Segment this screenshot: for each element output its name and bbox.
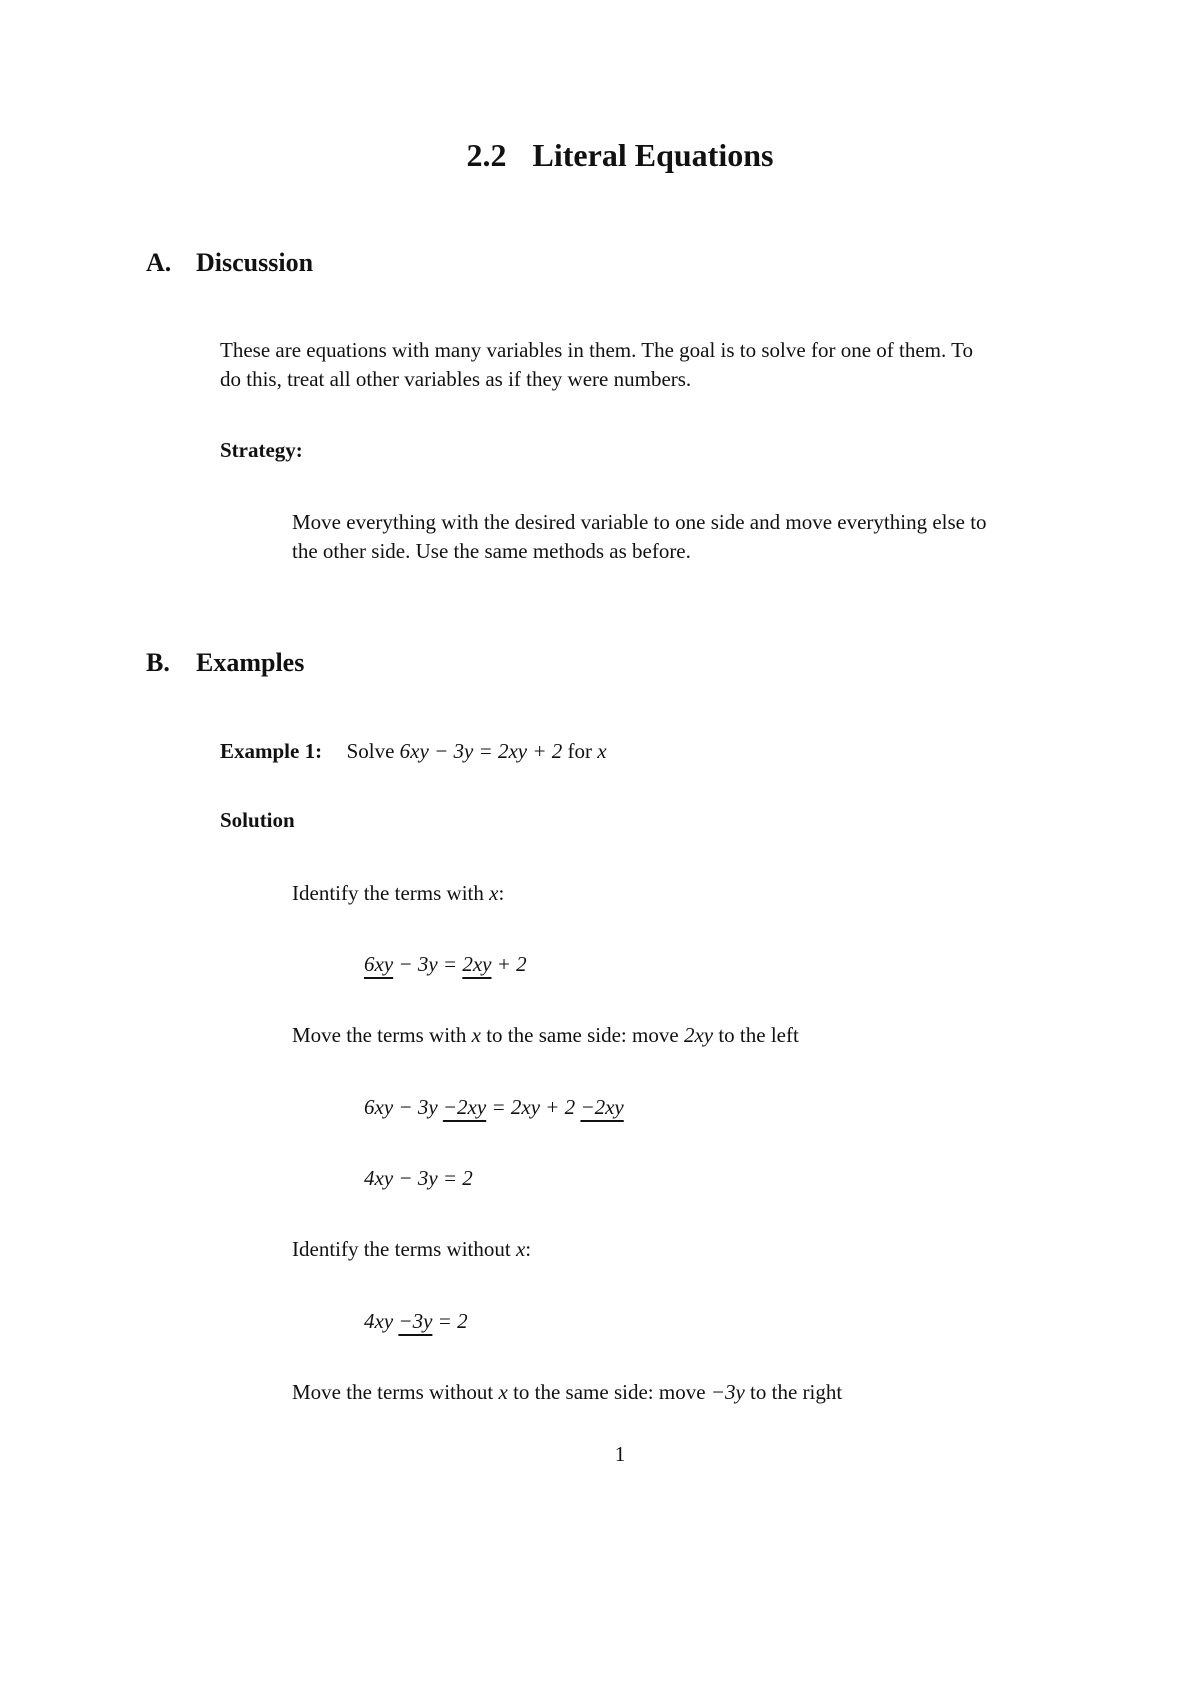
equation-4-term-3: = 2 [432,1309,468,1333]
equation-2-term-1: 6xy − 3y [364,1095,443,1119]
step-3-phrase: Identify the terms without [292,1237,511,1261]
equation-1-term-4: + 2 [491,952,527,976]
step-2-text [292,1021,799,1050]
equation-2-term-3: = 2xy + 2 [486,1095,581,1119]
equation-3: 4xy − 3y = 2 [364,1166,473,1190]
strategy-line-2: the other side. Use the same methods as before. [292,539,691,563]
example-1-for-word: for [567,739,593,763]
step-2-variable: x [471,1023,481,1047]
equation-1 [364,950,527,979]
strategy-paragraph [292,508,987,566]
step-2-phrase-a: Move the terms with [292,1023,467,1047]
section-a-title: Discussion [196,248,314,277]
step-1-text [292,879,504,908]
step-4-text [292,1378,842,1407]
example-1-label: Example 1: [220,739,323,763]
step-4-variable: x [498,1380,508,1404]
step-1-variable: x [489,881,499,905]
equation-1-term-2: − 3y = [393,952,463,976]
discussion-paragraph [220,336,973,394]
equation-4 [364,1307,468,1336]
section-b-title: Examples [196,648,305,677]
step-1-phrase: Identify the terms with [292,881,484,905]
step-4-phrase-b: to the same side: move [513,1380,706,1404]
strategy-label: Strategy: [220,438,303,462]
example-1-solve-word: Solve [346,739,395,763]
step-2-phrase-c: to the left [718,1023,799,1047]
strategy-line-1: Move everything with the desired variable to one side and move everything else to [292,510,987,534]
discussion-line-1: These are equations with many variables in them. The goal is to solve for one of them. To [220,338,973,362]
solution-label: Solution [220,808,295,832]
equation-4-term-2: −3y [398,1309,433,1333]
equation-2-term-4: −2xy [580,1095,624,1119]
equation-1-term-1: 6xy [364,952,394,976]
equation-1-term-3: 2xy [462,952,492,976]
section-a-heading [146,248,313,278]
step-4-phrase-a: Move the terms without [292,1380,494,1404]
step-1-colon: : [498,881,505,905]
step-3-text [292,1235,531,1264]
step-3-variable: x [515,1237,526,1261]
section-b-heading [146,648,304,678]
example-1-variable: x [597,739,607,763]
section-b-letter: B. [146,648,170,677]
example-1-equation: 6xy − 3y = 2xy + 2 [399,739,563,763]
step-4-phrase-c: to the right [750,1380,843,1404]
discussion-line-2: do this, treat all other variables as if they were numbers. [220,367,692,391]
equation-2 [364,1093,624,1122]
title-text: Literal Equations [532,137,774,173]
step-3-colon: : [525,1237,532,1261]
step-2-phrase-b: to the same side: move [486,1023,679,1047]
step-2-term: 2xy [683,1023,714,1047]
page-number: 1 [614,1442,626,1466]
step-4-term: −3y [710,1380,745,1404]
equation-4-term-1: 4xy [364,1309,399,1333]
section-a-letter: A. [146,248,172,277]
section-number: 2.2 [466,137,507,173]
equation-2-term-2: −2xy [442,1095,487,1119]
page-title [0,137,1200,174]
example-1-statement [220,737,607,766]
